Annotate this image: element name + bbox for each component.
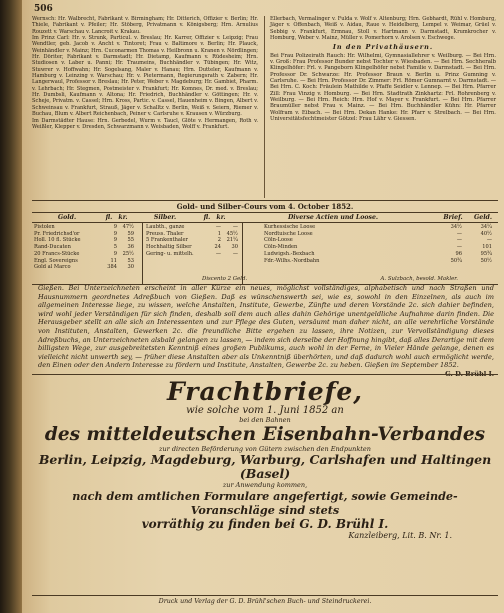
rate-value: 96 bbox=[455, 250, 462, 257]
header-fl: fl. bbox=[203, 214, 211, 221]
rate-value: 9 bbox=[113, 250, 117, 257]
rate-value: 34½ bbox=[450, 224, 462, 230]
guest-list-paragraph: Ellerbach, Vermalinger v. Fulda v. Wolf v. Altenburg; Hrn. Gebhardt, Rühl v. Homburg, Jäger v. Offenbach, Weiß v. Aidau, Raue v. Heidelberg, Lempel v. Weimar, Grüel v. Sebbig v. Frankfurt, Ermnau, Stoll v. Hartmann v. Darmstadt, Krumkrocher v. Homburg, Weber v. Mainz, Müller v. Pomerhorn v. Arolsen v. Eschwege. bbox=[270, 16, 496, 42]
rate-name: Laubth., ganze bbox=[146, 224, 185, 230]
silver-rates bbox=[146, 224, 238, 258]
gold-rate-row bbox=[34, 224, 134, 231]
rate-value: 2 bbox=[217, 237, 221, 244]
actien-rate-row bbox=[264, 231, 492, 238]
exchange-table-header bbox=[32, 213, 498, 223]
silver-rate-row bbox=[146, 237, 238, 244]
rate-value: 40½ bbox=[480, 230, 492, 237]
rate-name: Hochhaltig Silber bbox=[146, 244, 192, 251]
rate-value: 25½ bbox=[122, 250, 134, 257]
footer-rule bbox=[32, 595, 498, 596]
rate-name: Gold al Marco bbox=[34, 264, 71, 271]
actien-rates bbox=[264, 224, 492, 264]
rate-name: Nordtuische Loose bbox=[264, 230, 313, 237]
silver-rate-row bbox=[146, 231, 238, 238]
rate-value: — bbox=[215, 250, 221, 257]
rate-value: 50¾ bbox=[450, 257, 462, 264]
gold-rates bbox=[34, 224, 134, 271]
rate-value: 50½ bbox=[480, 257, 492, 264]
rate-value: — bbox=[456, 237, 462, 244]
advert-line: nach dem amtlichen Formulare angefertigt, sowie Gemeinde-Voranschläge sind stets bbox=[72, 489, 458, 517]
private-houses-heading: In den Privathäusern. bbox=[332, 43, 434, 52]
rate-name: Preuss. Thaler bbox=[146, 230, 184, 237]
rate-value: 384 bbox=[107, 264, 117, 271]
header-fl: fl. bbox=[105, 214, 113, 221]
rate-value: 1 bbox=[217, 230, 221, 237]
rate-value: 95¾ bbox=[480, 250, 492, 257]
section-rule bbox=[32, 374, 498, 375]
guest-list-columns bbox=[32, 16, 498, 198]
header-geld: Geld. bbox=[473, 214, 493, 221]
guest-list-paragraph: Im Darmstädter Hause: Hrn. Gerbedel, Wurm v. Taucl, Glöte v. Hermangen, Roth v. Weißler, Klepper v. Dresden, Schwarzmann v. Weisbaden, Wolff v. Frankfurt. bbox=[32, 117, 258, 130]
silver-rate-row bbox=[146, 224, 238, 231]
header-kr: kr. bbox=[118, 214, 128, 221]
advert-line: des mitteldeutschen Eisenbahn-Verbandes bbox=[44, 424, 486, 445]
rate-value: — bbox=[456, 230, 462, 237]
header-brief: Brief. bbox=[443, 214, 463, 221]
rate-value: 34¼ bbox=[480, 224, 492, 230]
broker-signature: A. Sulzbach, besold. Makler. bbox=[380, 276, 458, 283]
rate-value: 9 bbox=[113, 224, 117, 230]
rate-value: 9 bbox=[113, 230, 117, 237]
printer-imprint: Druck und Verlag der G. D. Brühl'schen Buch- und Steindruckerei. bbox=[158, 598, 372, 605]
rate-value: 47½ bbox=[122, 224, 134, 230]
rate-value: 21¼ bbox=[226, 237, 238, 244]
advert-line: Berlin, Leipzig, Magdeburg, Warburg, Carlshafen und Haltingen (Basel) bbox=[38, 452, 492, 481]
private-houses-text: Bei Frau Polizeirath Rauch: Hr. Wilhelmi, Gymnasiallehrer v. Weilburg. — Bei Hrn. v. Groß: Frau Professor Bunder nebst Tochter v. Wiesbaden. — Bei Hrn. Sechheralb Klingelhöfer: Frl. v. Pangeborn Klingelhöfer nebst Familie v. Darmstadt. — Bei Hrn. Professor Dr. Schwarze: Hr. Professor Braun v. Berlin u. Prinz Gumning v. Carlsruhe. — Bei Hrn. Professor Dr. Zimmer: Frl. Römer Gumnarnt v. Darmstadt. — Bei Hrn. C. Koch: Fräulein Mathilde v. Pfaffe Seidler v. Lennep. — Bei Hrn. Pfarrer Zill: Frau Vinzig v. Homburg. — Bei Hrn. Stadtrath Zinkhartz: Frl. Rohrenberg v. Weilburg. — Bei Hrn. Reich: Hrn. Hof v. Mayer v. Frankfurt. — Bei Hrn. Pfarrer Braumüller nebst Frau v. Mainz. — Bei Hrn. Buchhändler Kühn: Hr. Pfarrer Wolfram v. Eibach. — Bei Hrn. Dekan Hanke: Hr. Pfarr v. Strelbach. — Bei Hrn. Universitätsfechtmeister Götzel: Frau Lähr v. Giessen. bbox=[270, 52, 496, 123]
notice-body: Gießen. Bei Unterzeichneten erscheint in aller Kürze ein neues, möglichst vollständiges, alphabetisch und nach Straßen und Hausnummern geordnetes Adreßbuch von Gießen. Daß es wünschenswerth sei, wie es, sowohl in den Einzelnen, als auch im allgemeinen Interesse liege, zu wissen, welche Anstalten, Institute, Gewerbe, Zünfte und deren Vorstände 2c. sich dahier befinden, wird wohl jeder Verständigen für sich finden, deshalb soll dem auch alles dahin Gehörige unentgeldliche Aufnahme darin finden. Die Herausgeber stellt an alle sich an Interessenten und zur Pflege des Guten, versäumt man daher nicht, an alle verehrliche Vorstände von Instituten, Anstalten, Gewerken 2c. die freundliche Bitte ergehen zu lassen, ihre Notizen, zur Vervollständigung dieses Adreßbuchs, an Unterzeichneten alsbald gelangen zu lassen, — indem sich derselbe der Hoffnung hingibt, daß alles Derartige mit dem billigsten Wege, zur ausgebreitetsten Kenntniß eines großen Publikums, auch wohl in der Ferne, in Vieler Hände gelange, denen es vielleicht nicht unwerth sey, — früher diese Anstalten aber als Unkenntniß überhörten, und daß dadurch wohl auch ermöglicht werde, den Einen oder den Andern Interesse zu fördern und Institute, Anstalten, Gewerbe 2c. zu heben. bbox=[38, 284, 494, 370]
discount-note: Discento 2 Geld. bbox=[202, 276, 248, 283]
rate-name: Engl. Sovereigns bbox=[34, 257, 78, 264]
rate-name: Pistolen bbox=[34, 224, 55, 230]
page-number: 506 bbox=[34, 4, 53, 14]
rate-name: Holl. 10 fl. Stücke bbox=[34, 237, 81, 244]
rate-name: 20 Francs-Stücke bbox=[34, 250, 80, 257]
rate-value: — bbox=[215, 224, 221, 230]
silver-rate-row bbox=[146, 251, 238, 258]
guest-list-paragraph: Wernsch: Hr. Walbrecht, Fabrikant v. Birmingham; Hr. Ditterich, Offizier v. Berlin; Hr. Thiele, Fabrikant v. Pfeiler; Hr. Stöberg, Privatmann v. Königsberg; Hrn. Arnulius Rouzett v. Warschau v. Lancroit v. Krakau. bbox=[32, 16, 258, 35]
rate-value: 11 bbox=[110, 257, 117, 264]
newspaper-page bbox=[22, 0, 504, 613]
column-divider bbox=[264, 16, 265, 198]
table-divider bbox=[142, 223, 143, 284]
gold-rate-row bbox=[34, 231, 134, 238]
advert-line: bei den Bahnen bbox=[239, 416, 291, 424]
rate-value: — bbox=[232, 224, 238, 230]
gold-rate-row bbox=[34, 244, 134, 251]
gold-rate-row bbox=[34, 251, 134, 258]
advert-line: zur Anwendung kommen, bbox=[222, 481, 308, 489]
rate-value: 45½ bbox=[226, 230, 238, 237]
header-silver: Silber. bbox=[153, 214, 177, 221]
rate-value: — bbox=[232, 250, 238, 257]
rate-value: 30 bbox=[127, 264, 134, 271]
exchange-table-body bbox=[32, 223, 498, 284]
rate-value: — bbox=[456, 244, 462, 251]
rate-value: 53 bbox=[127, 257, 134, 264]
table-divider bbox=[242, 223, 243, 284]
silver-rate-row bbox=[146, 244, 238, 251]
exchange-rate-table bbox=[32, 200, 498, 285]
freight-letter-advert bbox=[32, 378, 498, 541]
guest-list-left-column bbox=[32, 16, 258, 130]
rate-name: Cöln-Minden bbox=[264, 244, 298, 251]
exchange-table-title: Gold- und Silber-Cours vom 4. October 1852. bbox=[32, 201, 498, 213]
actien-rate-row bbox=[264, 258, 492, 265]
address-book-notice bbox=[38, 284, 494, 379]
rate-name: Ludwigsh.-Bexbach bbox=[264, 250, 315, 257]
guest-list-paragraph: Im Prinz Carl: Hr. v. Strunk, Particul. v. Breslau; Hr. Karrer, Offizier v. Leipzig; Frau Wendtler, geb. Jacob v. Ancht v. Tintoret; Frau v. Baltimore v. Berlin; Hr. Plauck, Weinhändler v. Mainz; Hrn. Cuconarmen Thomas v. Heilbronn u. Kranen v. Nördlingen; Hr. Döriter, Fabrikant v. Darmstadt; Hr. Dietamp, Kaufmann v. Rüdesheim; Hrn. Studiosen v. Laber u. Panni; Hr. Traumeins, Buchhändler v. Tübingen; Hr. Witz, Stuwrer v. Hoffwahn; Hr. Sogelsang, Maler v. Hanau; Hrn. Dutteler, Kaufmann v. Hamburg v. Leinzing v. Warschau; Hr. v. Pietermann, Regierungsrath v. Zabern; Hr. Langerwaul, Professor v. Breslau; Hr. Peter, Weber v. Magdeburg; Hr. Gambiet, Pharm. v. Lehrbach; Hr. Stegmen, Postmeister v. Frankfurt; Hr. Komnes, Dr. med. v. Breslau; Hr. Dumbsli, Kaufmann v. Altona; Hr. Friedrich, Buchhändler v. Göttingen; Hr. v. Scheje, Privatm. v. Cassel; Hrn. Kross, Partic. v. Cassel, Hauenheim v. Bingen, Albert v. Schweinsau v. Frankfurt, Strauß, Jäger v. Schalltz v. Berlin, Weiß v. Seiern, Riemer v. Buchau, Blum v. Albert Reichenbach, Peiner v. Carlsruhe v. Krausen v. Würzburg. bbox=[32, 35, 258, 118]
gold-rate-row bbox=[34, 258, 134, 265]
header-gold: Gold. bbox=[57, 214, 77, 221]
advert-line: wie solche vom 1. Juni 1852 an bbox=[186, 405, 344, 416]
advert-headline: Frachtbriefe, bbox=[166, 377, 364, 406]
rate-value: 30 bbox=[231, 244, 238, 251]
actien-rate-row bbox=[264, 237, 492, 244]
actien-rate-row bbox=[264, 224, 492, 231]
rate-name: Gering- u. mittelh. bbox=[146, 250, 194, 257]
gold-rate-row bbox=[34, 264, 134, 271]
actien-rate-row bbox=[264, 251, 492, 258]
rate-value: 59 bbox=[127, 230, 134, 237]
rate-name: Rand-Ducaten bbox=[34, 244, 71, 251]
rate-name: Cöln-Loose bbox=[264, 237, 293, 244]
notice-place-date: Gießen im September 1852. bbox=[364, 361, 459, 370]
advert-line: vorräthig zu finden bei G. D. Brühl I. bbox=[141, 517, 389, 531]
rate-value: 24 bbox=[214, 244, 221, 251]
rate-name: Kurhessische Loose bbox=[264, 224, 316, 230]
rate-name: Fdr.-Wilhs.-Nordbahn bbox=[264, 257, 320, 264]
rate-value: 101 bbox=[482, 244, 492, 251]
rate-name: 5 Frankenthaler bbox=[146, 237, 188, 244]
rate-value: 36 bbox=[127, 244, 134, 251]
guest-list-right-column bbox=[270, 16, 496, 123]
header-actien: Diverse Actien und Loose. bbox=[287, 214, 379, 221]
advert-line: zur directen Beförderung von Gütern zwischen den Endpunkten bbox=[159, 445, 371, 453]
advert-address: Kanzleiberg, Lit. B. Nr. 1. bbox=[348, 531, 452, 540]
rate-value: 5 bbox=[113, 244, 117, 251]
rate-value: 55 bbox=[127, 237, 134, 244]
rate-value: — bbox=[486, 237, 492, 244]
actien-rate-row bbox=[264, 244, 492, 251]
header-kr: kr. bbox=[216, 214, 226, 221]
rate-name: Pr. Friedrichsd'or bbox=[34, 230, 80, 237]
rate-value: 9 bbox=[113, 237, 117, 244]
gold-rate-row bbox=[34, 237, 134, 244]
